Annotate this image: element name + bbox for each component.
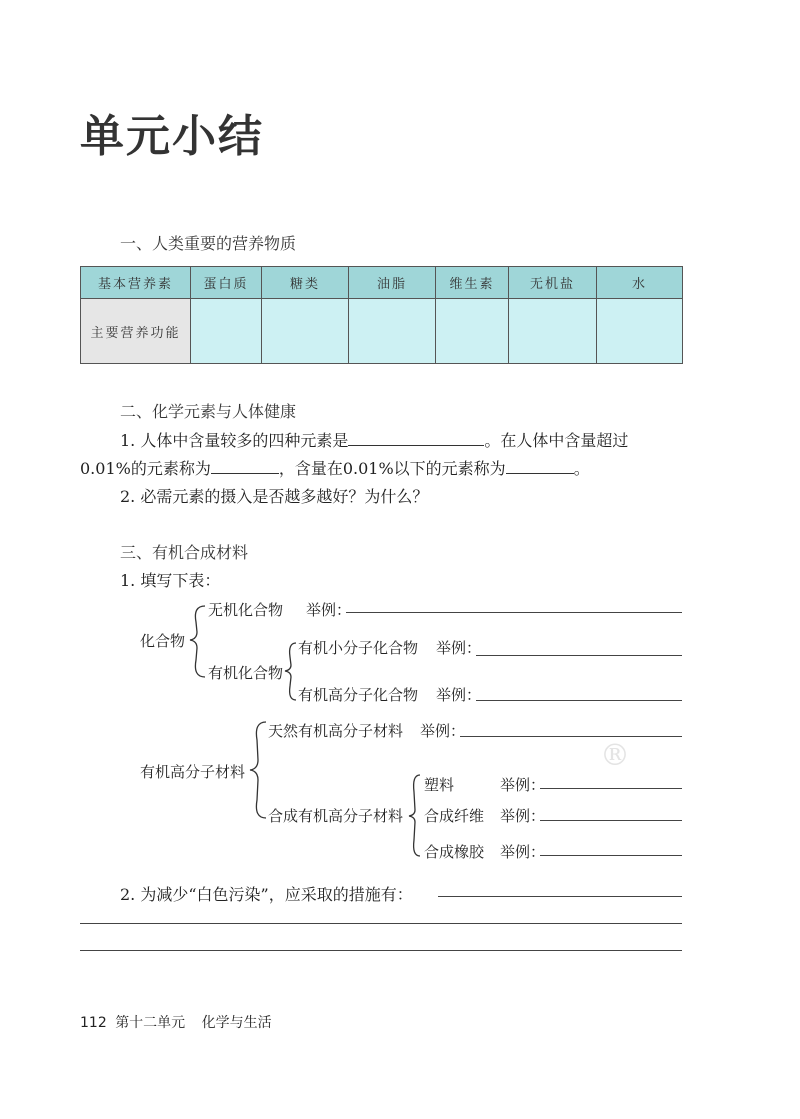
example-label: 举例：	[500, 843, 546, 861]
tree1-polymer: 有机高分子化合物	[298, 686, 419, 704]
answer-line[interactable]	[540, 855, 682, 856]
tree1-inorganic: 无机化合物	[208, 601, 284, 619]
page-number: 112	[80, 1015, 107, 1031]
example-label: 举例：	[436, 639, 482, 657]
section2-heading: 二、化学元素与人体健康	[120, 402, 297, 421]
unit-name: 第十二单元	[115, 1015, 186, 1031]
question-text: 。	[573, 459, 590, 478]
row-label: 主要营养功能	[81, 299, 191, 364]
header-cell: 维生素	[436, 267, 509, 299]
question-text: 0.01%的元素称为	[80, 459, 211, 478]
example-label: 举例：	[500, 776, 546, 794]
page-title: 单元小结	[80, 111, 264, 162]
tree2-fiber: 合成纤维	[424, 807, 485, 825]
question-3-1: 1. 填写下表：	[120, 571, 221, 590]
header-cell: 水	[597, 267, 683, 299]
answer-line[interactable]	[80, 923, 682, 924]
section1-heading: 一、人类重要的营养物质	[120, 234, 297, 253]
question-text: 。在人体中含量超过	[484, 431, 629, 450]
question-2-2: 2. 必需元素的摄入是否越多越好？为什么？	[120, 487, 429, 506]
question-3-2: 2. 为减少“白色污染”，应采取的措施有：	[120, 885, 413, 904]
tree2-rubber: 合成橡胶	[424, 843, 485, 861]
page-footer	[80, 1012, 272, 1032]
tree1-root: 化合物	[140, 632, 186, 650]
answer-line[interactable]	[540, 788, 682, 789]
watermark-registered-icon: ®	[600, 738, 630, 773]
answer-line[interactable]	[80, 950, 682, 951]
example-label: 举例：	[306, 601, 352, 619]
answer-line[interactable]	[438, 896, 682, 897]
answer-line[interactable]	[540, 820, 682, 821]
question-text: 1. 人体中含量较多的四种元素是	[120, 431, 349, 450]
answer-line[interactable]	[346, 612, 682, 613]
answer-line[interactable]	[476, 700, 682, 701]
tree2-root: 有机高分子材料	[140, 763, 246, 781]
chapter-name: 化学与生活	[201, 1015, 272, 1031]
answer-line[interactable]	[460, 736, 682, 737]
question-text: ，含量在0.01%以下的元素称为	[278, 459, 506, 478]
tree2-synthetic: 合成有机高分子材料	[268, 807, 404, 825]
header-cell: 油脂	[349, 267, 436, 299]
header-cell: 蛋白质	[191, 267, 262, 299]
tree2-plastic: 塑料	[424, 776, 455, 794]
header-cell: 无机盐	[509, 267, 597, 299]
header-cell: 基本营养素	[81, 267, 191, 299]
tree1-small-molecule: 有机小分子化合物	[298, 639, 419, 657]
tree2-natural: 天然有机高分子材料	[268, 722, 404, 740]
header-cell: 糖类	[262, 267, 349, 299]
tree1-organic: 有机化合物	[208, 664, 284, 682]
example-label: 举例：	[436, 686, 482, 704]
section3-heading: 三、有机合成材料	[120, 543, 249, 562]
example-label: 举例：	[500, 807, 546, 825]
example-label: 举例：	[420, 722, 466, 740]
answer-line[interactable]	[476, 655, 682, 656]
